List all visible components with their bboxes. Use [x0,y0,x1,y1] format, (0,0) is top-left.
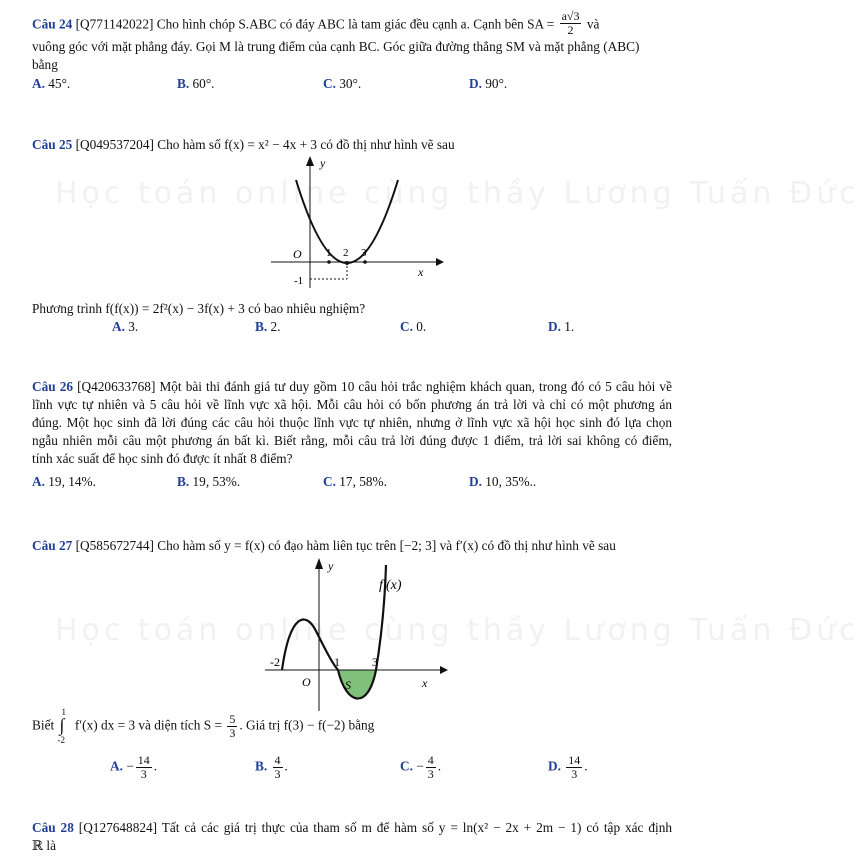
tick-1-label: 1 [334,655,340,669]
question-text: ℝ là [32,838,56,853]
tick-3-label: 3 [361,247,367,259]
root-point [363,260,367,264]
answer-option-d[interactable]: D. 1. [548,319,575,334]
question-label: Câu 24 [32,16,73,32]
answer-option-c[interactable]: C. 0. [400,319,427,334]
watermark: Học toán online cùng thầy Lương Tuấn Đức [55,613,860,648]
answer-option-c[interactable]: C. 30°. [323,76,362,91]
answer-option-b[interactable]: B. 19, 53%. [177,474,241,489]
parabola-graph [266,150,446,290]
question-text: Câu 26 [Q420633768] Một bài thi đánh giá tư duy gồm 10 câu hỏi trắc nghiệm khách quan, trong đó có 5 câu hỏi về [32,379,672,394]
x-axis-arrow [436,258,444,266]
question-text: vuông góc với mặt phẳng đáy. Gọi M là trung điểm của cạnh BC. Góc giữa đường thẳng SM và mặt phẳng (ABC) [32,39,640,54]
tick-1-label: 1 [326,247,332,259]
watermark: Học toán online cùng thầy Lương Tuấn Đức [55,176,860,211]
question-text: Câu 28 [Q127648824] Tất cả các giá trị thực của tham số m để hàm số y = ln(x² − 2x + 2m − 1) có tập xác định [32,820,672,835]
question-text: ngẫu nhiên mỗi câu một phương án bất kì. Biết rằng, mỗi câu trả lời đúng được 1 điểm, trả lời sai không có điểm, [32,433,672,448]
integral-sign: ∫ [59,714,65,735]
question-label: Câu 27 [32,538,73,553]
answer-option-d[interactable]: D. $\frac{14}{3}$ . [548,753,588,781]
x-label: x [418,265,424,279]
y-axis-arrow [315,558,323,569]
answer-option-a[interactable]: A. 19, 14%. [32,474,96,489]
x-label: x [422,676,428,690]
question-label: Câu 26 [32,379,74,394]
question-text: [Q585672744] Cho hàm số y = f(x) có đạo hàm liên tục trên [−2; 3] và f′(x) có đồ thị như hình vẽ sau [75,538,616,553]
answer-option-d[interactable]: D. 10, 35%.. [469,474,537,489]
question-label: Câu 28 [32,820,74,835]
question-text: đúng. Một học sinh đã lời đúng các câu hỏi thuộc lĩnh vực tự nhiên, nhưng ở lĩnh vực xã hội học sinh đó lựa chọn [32,415,672,430]
answer-option-b[interactable]: B. $\frac{4}{3}$ . [255,753,288,781]
question-text: Phương trình f(f(x)) = 2f²(x) − 3f(x) + 3 có bao nhiêu nghiệm? [32,301,366,316]
vertex-point [345,261,349,265]
integral-lower: -2 [57,734,65,745]
area-s-label: S [345,678,351,692]
y-label: y [320,156,326,170]
question-text: tính xác suất để học sinh đó được ít nhất 8 điểm? [32,451,293,466]
question-text: [Q049537204] Cho hàm số f(x) = x² − 4x + 3 có đồ thị như hình vẽ sau [75,137,455,152]
answer-option-c[interactable]: C. 17, 58%. [323,474,387,489]
integral [57,706,72,745]
integral-upper: 1 [61,706,66,717]
root-point [327,260,331,264]
question-label: Câu 25 [32,137,73,152]
fraction [560,10,582,37]
question-text: lĩnh vực tự nhiên và 5 câu hỏi về lĩnh vực xã hội. Mỗi câu hỏi có bốn phương án trả lời và chỉ có một phương án [32,397,672,412]
answer-option-a[interactable]: A. − $\frac{14}{3}$ . [110,753,158,781]
y-axis-arrow [306,156,314,166]
curve-label: f′(x) [379,578,402,593]
origin-label: O [293,247,302,261]
origin-label: O [302,675,311,689]
tick-3-label: 3 [372,655,378,669]
question-text: và [586,16,600,32]
tick-m2-label: -2 [270,655,280,669]
question-text: [Q771142022] Cho hình chóp S.ABC có đáy ABC là tam giác đều cạnh a. Cạnh bên SA = [75,16,555,32]
question-26 [32,378,672,468]
answer-option-a[interactable]: A. 45°. [32,76,71,91]
answer-option-c[interactable]: C. − $\frac{4}{3}$ . [400,753,442,781]
fraction: $\frac{5}{3}$ [229,712,236,740]
derivative-graph [260,553,450,713]
answer-option-b[interactable]: B. 2. [255,319,281,334]
question-27-given: Biết 1 ∫ -2 f′(x) dx = 3 và diện tích S = $\frac{5}{3}$ . Giá trị f(3) − f(−2) bằng [32,706,375,745]
tick-m1-label: -1 [294,275,304,287]
answer-option-a[interactable]: A. 3. [112,319,139,334]
answer-option-d[interactable]: D. 90°. [469,76,508,91]
tick-2-label: 2 [343,247,349,259]
answer-option-b[interactable]: B. 60°. [177,76,215,91]
x-axis-arrow [440,666,448,674]
question-28 [32,819,672,855]
y-label: y [328,559,334,573]
question-text: bằng [32,57,58,72]
fraction-denominator: 2 [567,23,574,37]
fraction-numerator: a√3 [561,9,580,23]
